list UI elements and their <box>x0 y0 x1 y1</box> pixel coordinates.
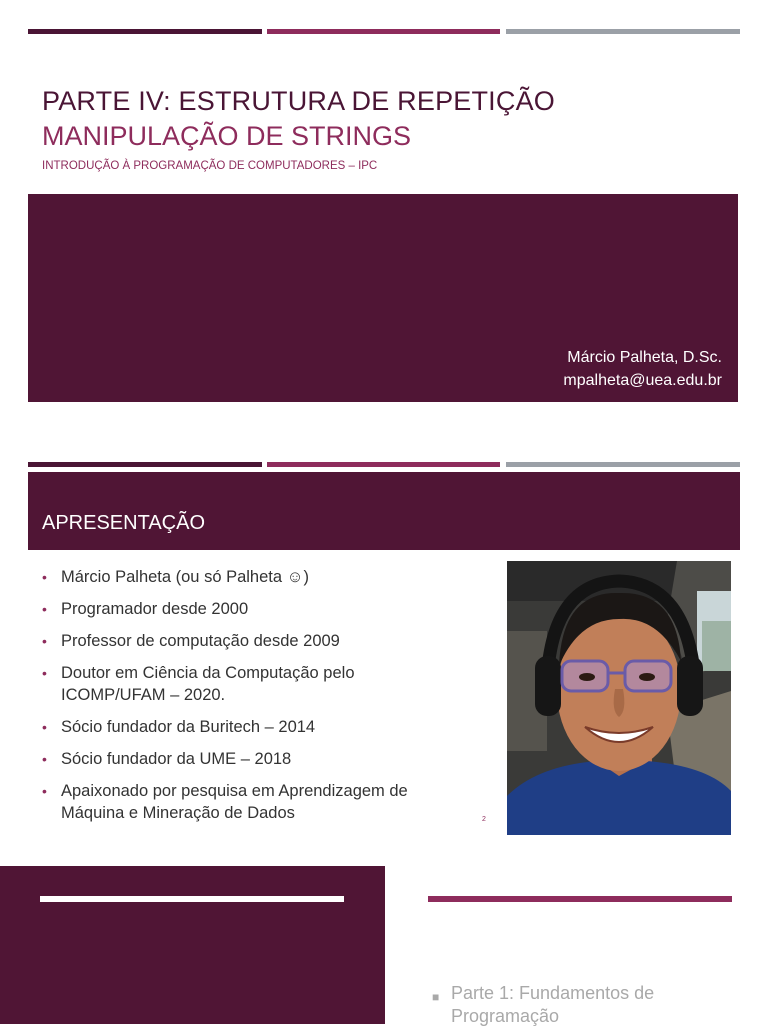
bullet-icon: • <box>42 569 47 585</box>
page-number: 2 <box>482 816 486 823</box>
slide1-bar-accent <box>267 29 500 34</box>
slide3-white-bar <box>40 896 344 902</box>
presenter-photo <box>507 561 731 835</box>
list-item: • Professor de computação desde 2009 <box>42 632 340 650</box>
slide2-bar-accent <box>267 462 500 467</box>
slide3-item-label: Parte 1: Fundamentos de Programação <box>451 983 655 1026</box>
list-item: • Apaixonado por pesquisa em Aprendizagem de Máquina e Mineração de Dados <box>42 782 408 822</box>
slide1-title-line2: MANIPULAÇÃO DE STRINGS <box>42 121 412 151</box>
slide2-title: APRESENTAÇÃO <box>42 512 205 534</box>
slide1-title-line1: PARTE IV: ESTRUTURA DE REPETIÇÃO <box>42 86 555 116</box>
author-block <box>563 346 722 392</box>
list-item: • Sócio fundador da Buritech – 2014 <box>42 718 316 736</box>
slide1-bar-gray <box>506 29 740 34</box>
list-item: • Doutor em Ciência da Computação pelo ICOMP/UFAM – 2020. <box>42 664 355 704</box>
bullet-icon: • <box>42 719 47 735</box>
author-email: mpalheta@uea.edu.br <box>563 372 722 389</box>
list-item: • Programador desde 2000 <box>42 600 249 618</box>
slide3-banner <box>0 866 385 1024</box>
list-item: • Sócio fundador da UME – 2018 <box>42 750 292 768</box>
square-bullet-icon: ■ <box>432 990 440 1004</box>
list-item: • Márcio Palheta (ou só Palheta ☺) <box>42 568 309 586</box>
slide2-bar-gray <box>506 462 740 467</box>
slide3-bar-accent <box>428 896 732 902</box>
slide3-list-item <box>432 982 732 1028</box>
bullet-icon: • <box>42 601 47 617</box>
bullet-icon: • <box>42 633 47 649</box>
slide1-bar-dark <box>28 29 262 34</box>
author-name: Márcio Palheta, D.Sc. <box>567 349 722 366</box>
bullet-icon: • <box>42 665 47 681</box>
bullet-list <box>42 566 462 834</box>
slide2-title-banner <box>28 472 740 550</box>
bullet-icon: • <box>42 751 47 767</box>
slide2-bar-dark <box>28 462 262 467</box>
bullet-icon: • <box>42 783 47 799</box>
slide1-subtitle: INTRODUÇÃO À PROGRAMAÇÃO DE COMPUTADORES – IPC <box>42 160 378 172</box>
slide1-banner <box>28 194 738 402</box>
